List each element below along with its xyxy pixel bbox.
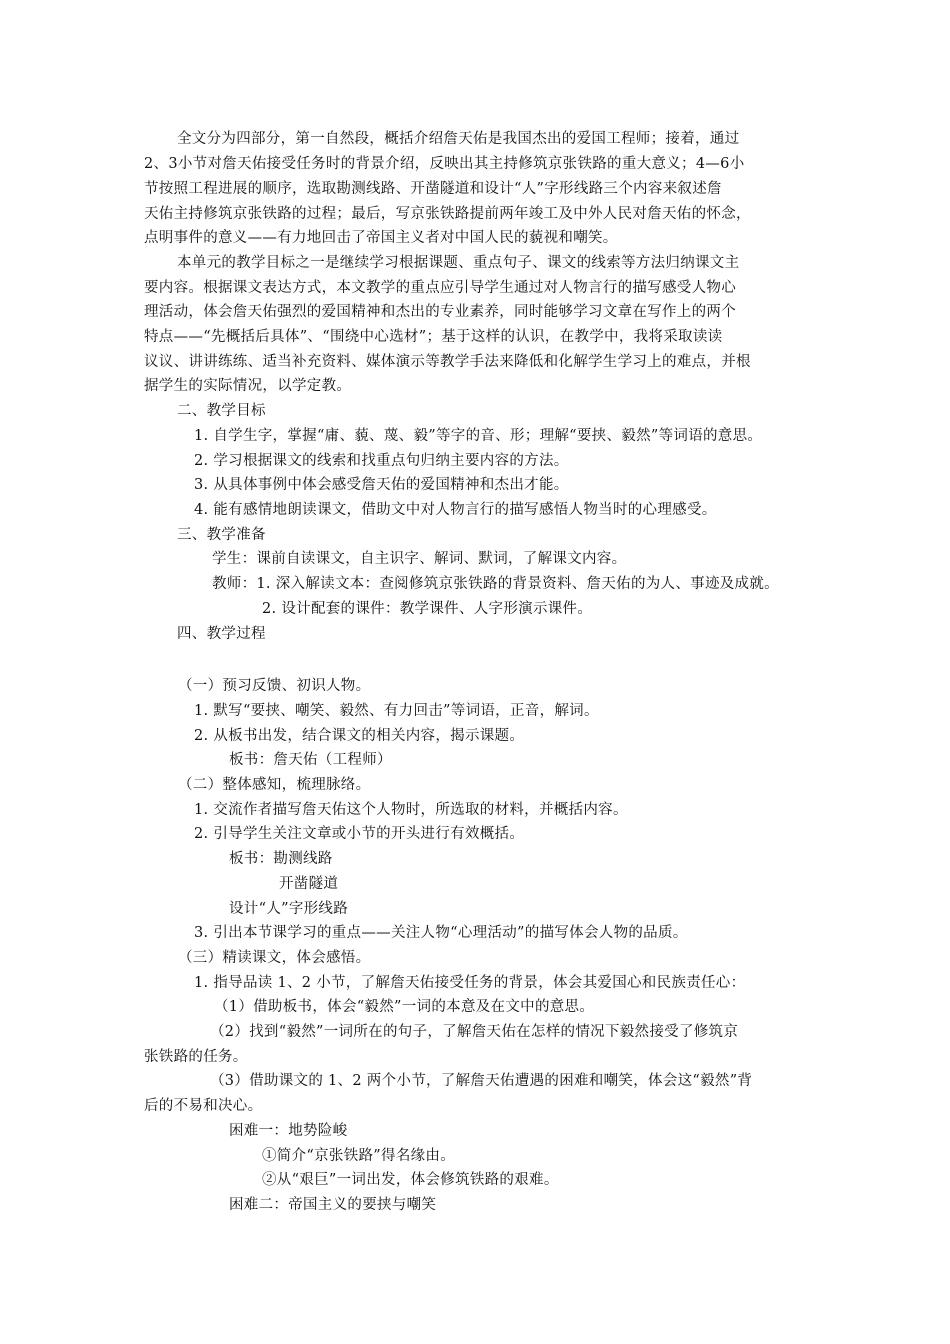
process-s1-title: （一）预习反馈、初识人物。	[178, 678, 371, 694]
prep-teacher-1: 教师：1. 深入解读文本：查阅修筑京张铁路的背景资料、詹天佑的为人、事迹及成就。	[212, 576, 779, 592]
intro-p2-line-3: 理活动，体会詹天佑强烈的爱国精神和杰出的专业素养，同时能够学习文章在写作上的两个	[144, 304, 736, 320]
intro-p2-line-4: 特点——“先概括后具体”、“围绕中心选材”；基于这样的认识，在教学中，我将采取读读	[144, 329, 723, 345]
process-s3-title: （三）精读课文，体会感悟。	[178, 950, 371, 966]
intro-p1-line-5: 点明事件的意义——有力地回击了帝国主义者对中国人民的藐视和嘲笑。	[144, 230, 618, 246]
intro-p2-line-5: 议议、讲讲练练、适当补充资料、媒体演示等教学手法来降低和化解学生学习上的难点，并根	[144, 354, 751, 370]
intro-p2-line-2: 要内容。根据课文表达方式，本文教学的重点应引导学生通过对人物言行的描写感受人物心	[144, 280, 736, 296]
intro-p1-line-1: 全文分为四部分，第一自然段，概括介绍詹天佑是我国杰出的爱国工程师；接着，通过	[177, 131, 740, 147]
prep-heading: 三、教学准备	[177, 527, 266, 543]
intro-p1-line-3: 节按照工程进展的顺序，选取勘测线路、开凿隧道和设计“人”字形线路三个内容来叙述詹	[144, 181, 722, 197]
process-s2-board-2: 开凿隧道	[279, 876, 339, 892]
goal-item-4: 4. 能有感情地朗读课文，借助文中对人物言行的描写感悟人物当时的心理感受。	[194, 502, 717, 518]
intro-p1-line-4: 天佑主持修筑京张铁路的过程；最后，写京张铁路提前两年竣工及中外人民对詹天佑的怀念，	[144, 206, 751, 222]
process-s2-item-3: 3. 引出本节课学习的重点——关注人物“心理活动”的描写体会人物的品质。	[194, 925, 688, 941]
process-s3-sub-2-line-1: （2）找到“毅然”一词所在的句子，了解詹天佑在怎样的情况下毅然接受了修筑京	[210, 1024, 739, 1040]
process-s1-board: 板书：詹天佑（工程师）	[229, 752, 392, 768]
goal-item-3: 3. 从具体事例中体会感受詹天佑的爱国精神和杰出才能。	[194, 477, 569, 493]
process-s2-title: （二）整体感知，梳理脉络。	[178, 777, 371, 793]
process-s3-sub-2-line-2: 张铁路的任务。	[144, 1049, 248, 1065]
difficulty-1: 困难一：地势险峻	[229, 1123, 348, 1139]
difficulty-1-point-2: ②从“艰巨”一词出发，体会修筑铁路的艰难。	[262, 1172, 559, 1188]
goal-item-1: 1. 自学生字，掌握“庸、藐、蔑、毅”等字的音、形；理解“要挟、毅然”等词语的意思。	[194, 428, 763, 444]
process-s1-item-1: 1. 默写“要挟、嘲笑、毅然、有力回击”等词语，正音，解词。	[194, 703, 599, 719]
process-s3-sub-3-line-2: 后的不易和决心。	[144, 1098, 263, 1114]
intro-p2-line-6: 据学生的实际情况，以学定教。	[144, 378, 352, 394]
process-s3-sub-3-line-1: （3）借助课文的 1、2 两个小节，了解詹天佑遭遇的困难和嘲笑，体会这“毅然”背	[210, 1073, 753, 1089]
goal-item-2: 2. 学习根据课文的线索和找重点句归纳主要内容的方法。	[194, 453, 569, 469]
process-s2-board-1: 板书：勘测线路	[229, 851, 333, 867]
process-s1-item-2: 2. 从板书出发，结合课文的相关内容，揭示课题。	[194, 728, 525, 744]
goals-heading: 二、教学目标	[177, 403, 266, 419]
process-s2-board-3: 设计“人”字形线路	[229, 901, 349, 917]
prep-teacher-2: 2. 设计配套的课件：教学课件、人字形演示课件。	[262, 601, 593, 617]
difficulty-1-point-1: ①简介“京张铁路”得名缘由。	[262, 1148, 456, 1164]
intro-p2-line-1: 本单元的教学目标之一是继续学习根据课题、重点句子、课文的线索等方法归纳课文主	[177, 255, 740, 271]
process-s2-item-2: 2. 引导学生关注文章或小节的开头进行有效概括。	[194, 826, 525, 842]
process-s2-item-1: 1. 交流作者描写詹天佑这个人物时，所选取的材料，并概括内容。	[194, 802, 628, 818]
process-heading: 四、教学过程	[177, 626, 266, 642]
difficulty-2: 困难二：帝国主义的要挟与嘲笑	[229, 1197, 437, 1213]
process-s3-sub-1: （1）借助板书，体会“毅然”一词的本意及在文中的意思。	[214, 999, 595, 1015]
process-s3-item-1: 1. 指导品读 1、2 小节，了解詹天佑接受任务的背景，体会其爱国心和民族责任心：	[194, 975, 746, 991]
intro-p1-line-2: 2、3小节对詹天佑接受任务时的背景介绍，反映出其主持修筑京张铁路的重大意义；4—6小	[144, 156, 745, 172]
prep-student: 学生：课前自读课文，自主识字、解词、默词，了解课文内容。	[212, 551, 627, 567]
